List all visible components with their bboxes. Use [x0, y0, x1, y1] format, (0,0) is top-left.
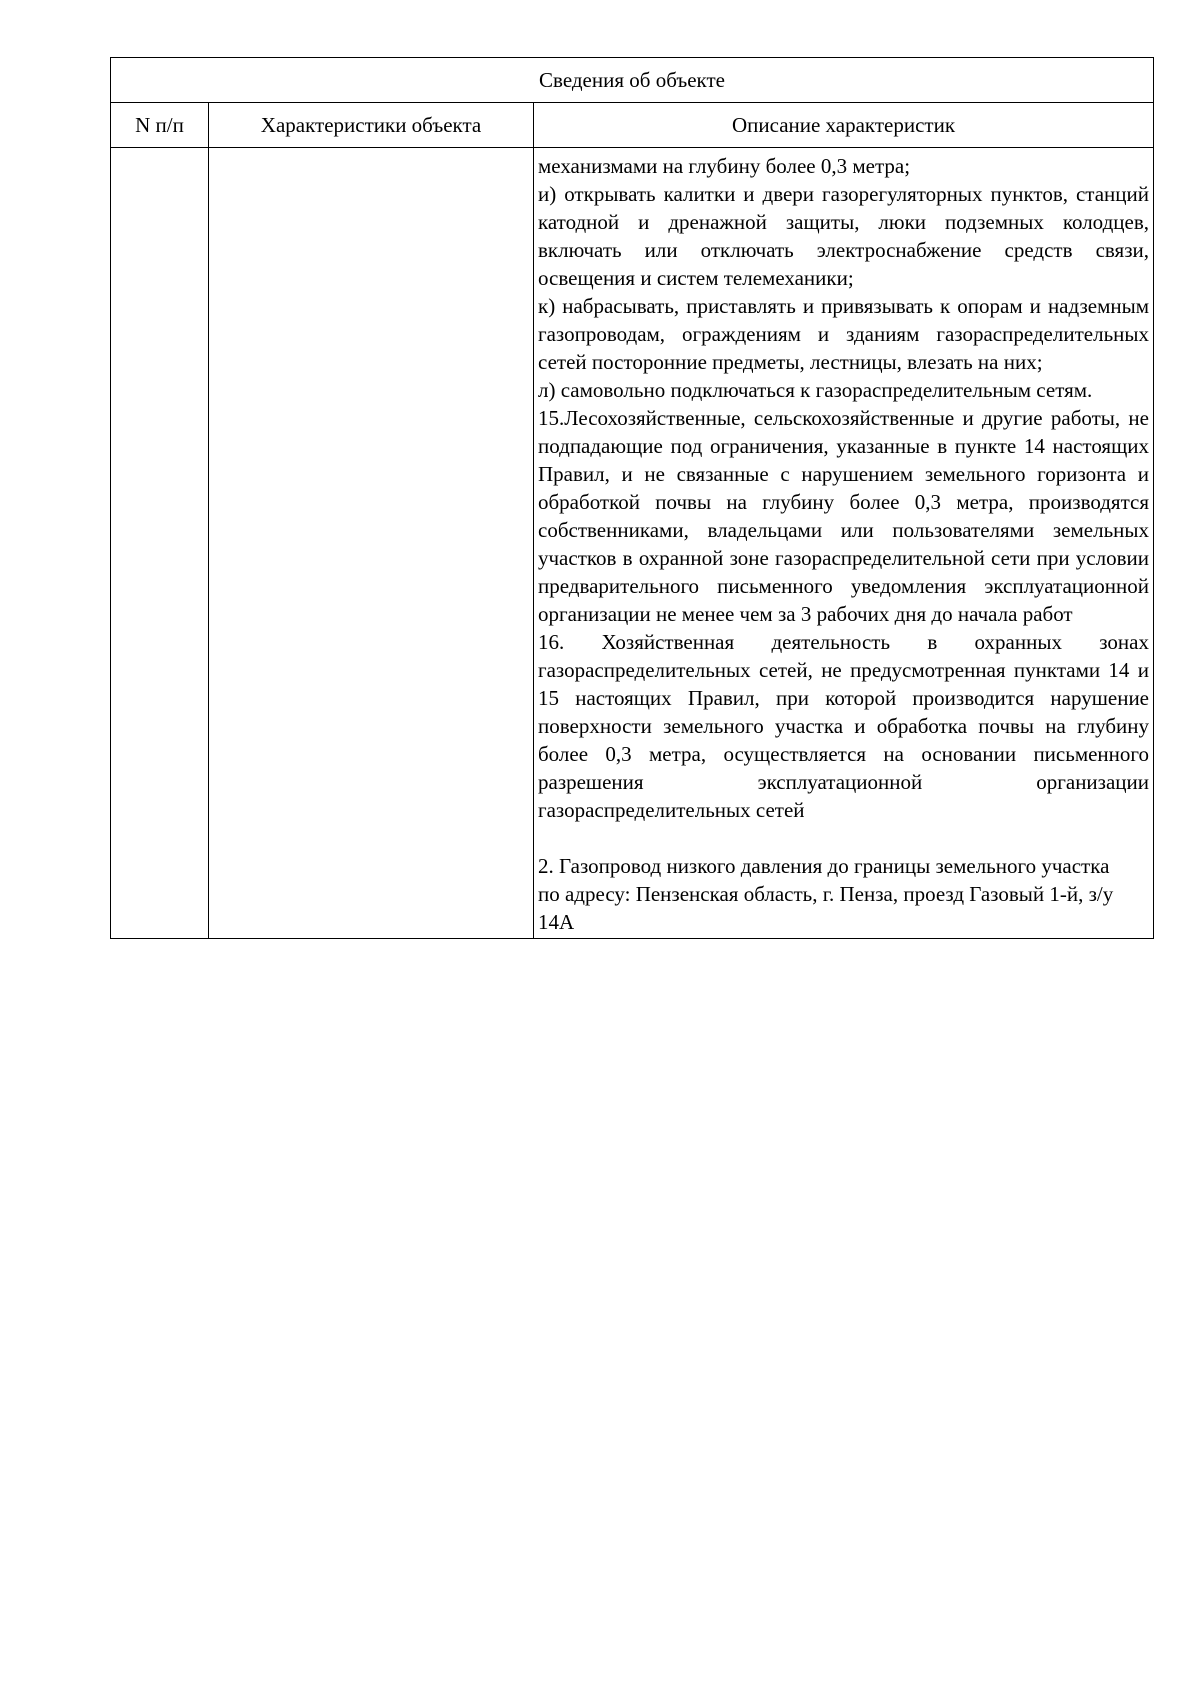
description-paragraph: и) открывать калитки и двери газорегуляторных пунктов, станций катодной и дренажной защиты, люки подземных колодцев, включать или отключать электроснабжение средств связи, освещения и систем телемеханики; — [538, 182, 1149, 290]
cell-number — [111, 148, 209, 939]
cell-description — [534, 148, 1154, 939]
header-description: Описание характеристик — [534, 103, 1154, 148]
description-text — [538, 152, 1149, 824]
header-number: N п/п — [111, 103, 209, 148]
description-paragraph: механизмами на глубину более 0,3 метра; — [538, 154, 911, 178]
description-paragraph: л) самовольно подключаться к газораспределительным сетям. — [538, 378, 1093, 402]
header-characteristics: Характеристики объекта — [209, 103, 534, 148]
description-paragraph: 15.Лесохозяйственные, сельскохозяйственные и другие работы, не подпадающие под ограничения, указанные в пункте 14 настоящих Правил, и не связанные с нарушением земельного горизонта и обработкой почвы на глубину более 0,3 метра, производятся собственниками, владельцами или пользователями земельных участков в охранной зоне газораспределительной сети при условии предварительного письменного уведомления эксплуатационной организации не менее чем за 3 рабочих дня до начала работ — [538, 406, 1149, 626]
table-title-row — [111, 58, 1154, 103]
paragraph-gap — [538, 824, 1149, 852]
cell-characteristics — [209, 148, 534, 939]
table-row — [111, 148, 1154, 939]
description-paragraph: к) набрасывать, приставлять и привязывать к опорам и надземным газопроводам, ограждениям и зданиям газораспределительных сетей посторонние предметы, лестницы, влезать на них; — [538, 294, 1149, 374]
object-address: 2. Газопровод низкого давления до границы земельного участка по адресу: Пензенская область, г. Пенза, проезд Газовый 1-й, з/у 14А — [538, 854, 1114, 934]
description-paragraph: 16. Хозяйственная деятельность в охранных зонах газораспределительных сетей, не предусмотренная пунктами 14 и 15 настоящих Правил, при которой производится нарушение поверхности земельного участка и обработка почвы на глубину более 0,3 метра, осуществляется на основании письменного разрешения эксплуатационной организации газораспределительных сетей — [538, 630, 1149, 822]
object-info-table — [110, 57, 1154, 939]
table-title: Сведения об объекте — [111, 58, 1154, 103]
table-header-row — [111, 103, 1154, 148]
